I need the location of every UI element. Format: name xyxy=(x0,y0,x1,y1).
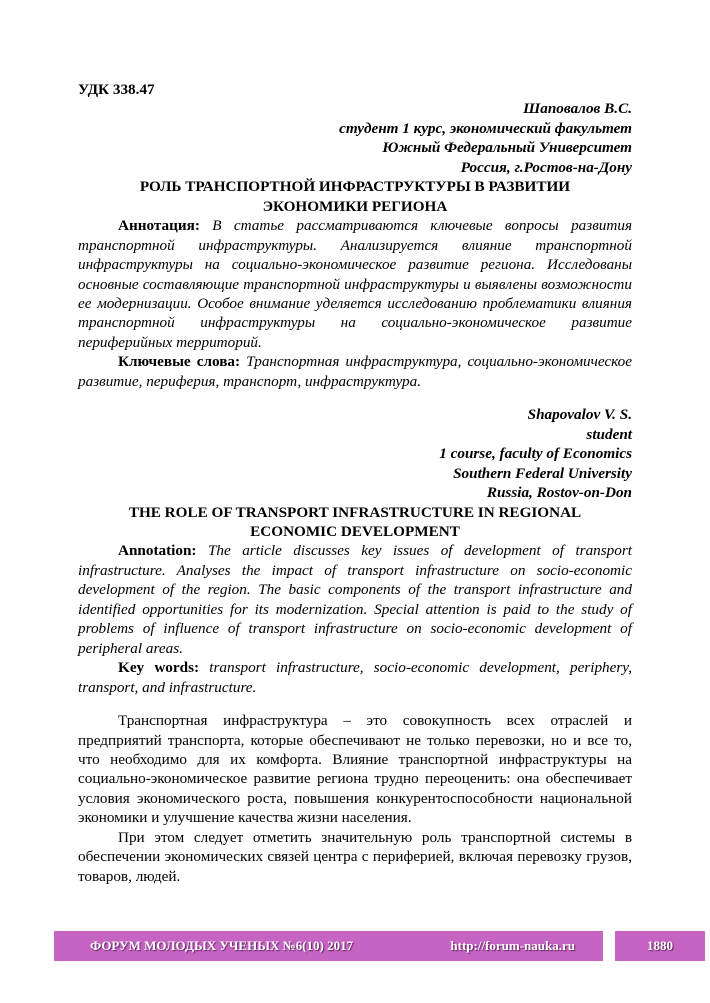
footer-journal-bar xyxy=(54,931,603,961)
annotation-label-ru: Аннотация: xyxy=(118,217,200,235)
author-university-ru: Южный Федеральный Университет xyxy=(382,139,632,157)
body-paragraph: Транспортная инфраструктура – это совокупность всех отраслей и предприятий транспорта, которые обеспечивают не только перевозки, но и все то, что необходимо для их комфорта. Влияние транспортной инфраструктуры на социально-экономическое развитие региона трудно переоценить: она обеспечивает условия экономического роста, повышения конкурентоспособности национальной экономики и улучшение качества жизни населения. xyxy=(78,712,632,827)
author-block-en xyxy=(78,405,632,502)
author-course-en: 1 course, faculty of Economics xyxy=(439,445,632,463)
author-block-ru xyxy=(78,99,632,177)
keywords-label-ru: Ключевые слова: xyxy=(118,353,241,371)
keywords-text-ru: Транспортная инфраструктура, социально-экономическое развитие, периферия, транспорт, инфраструктура. xyxy=(78,353,633,390)
udc-number: УДК 338.47 xyxy=(78,81,155,98)
body-paragraph: При этом следует отметить значительную роль транспортной системы в обеспечении экономических связей центра с периферией, включая перевозку грузов, товаров, людей. xyxy=(78,828,632,885)
article-page-content xyxy=(78,80,632,886)
author-position-en: student xyxy=(586,425,632,443)
keywords-label-en: Key words: xyxy=(118,659,200,677)
author-position-ru: студент 1 курс, экономический факультет xyxy=(339,119,632,137)
page-number-badge xyxy=(615,931,705,961)
footer-journal-title: ФОРУМ МОЛОДЫХ УЧЕНЫХ №6(10) 2017 xyxy=(90,938,354,954)
page-number: 1880 xyxy=(647,938,673,954)
annotation-text-ru: В статье рассматриваются ключевые вопросы развития транспортной инфраструктуры. Анализируется влияние транспортной инфраструктуры на социально-экономическое развитие региона. Исследованы основные составляющие транспортной инфраструктуры и выявлены возможности ее модернизации. Особое внимание уделяется исследованию проблематики влияния транспортной инфраструктуры на социально-экономическое развитие периферийных территорий. xyxy=(78,217,633,351)
section-spacer xyxy=(78,697,632,711)
footer-journal-url-link[interactable]: http://forum-nauka.ru xyxy=(450,938,575,954)
keywords-ru xyxy=(78,352,632,391)
article-title-ru: РОЛЬ ТРАНСПОРТНОЙ ИНФРАСТРУКТУРЫ В РАЗВИТИИ ЭКОНОМИКИ РЕГИОНА xyxy=(139,178,571,215)
author-name-en: Shapovalov V. S. xyxy=(527,406,632,424)
keywords-text-en: transport infrastructure, socio-economic development, periphery, transport, and infrastructure. xyxy=(78,659,632,696)
keywords-en xyxy=(78,658,632,697)
annotation-text-en: The article discusses key issues of development of transport infrastructure. Analyses the impact of transport infrastructure on socio-economic development of the region. The basic components of the transport infrastructure and identified opportunities for its modernization. Special attention is paid to the study of problems of influence of transport infrastructure on socio-economic development of peripheral areas. xyxy=(78,542,633,657)
annotation-en xyxy=(78,541,632,658)
annotation-label-en: Annotation: xyxy=(118,542,197,560)
author-location-ru: Россия, г.Ростов-на-Дону xyxy=(460,158,632,176)
annotation-ru xyxy=(78,216,632,352)
author-university-en: Southern Federal University xyxy=(453,464,632,482)
author-name-ru: Шаповалов В.С. xyxy=(523,100,632,118)
article-title-en: THE ROLE OF TRANSPORT INFRASTRUCTURE IN REGIONAL ECONOMIC DEVELOPMENT xyxy=(128,503,582,540)
section-spacer xyxy=(78,391,632,405)
author-location-en: Russia, Rostov-on-Don xyxy=(486,484,632,502)
